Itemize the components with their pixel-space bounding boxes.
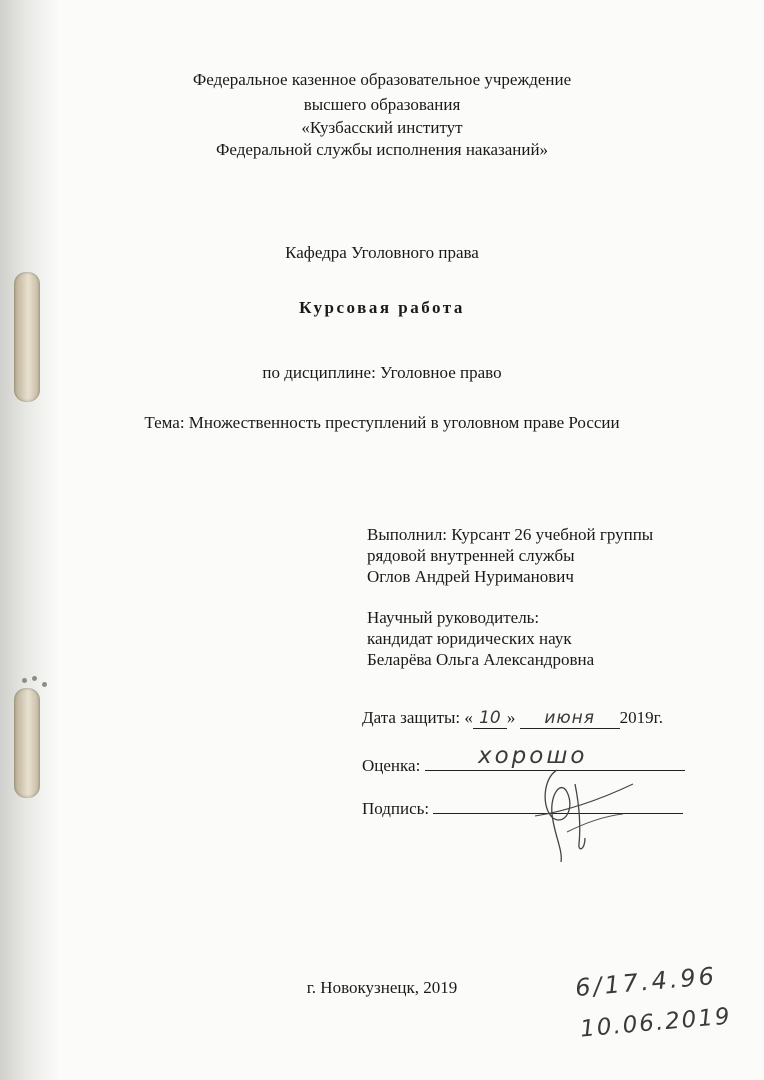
binder-dot	[42, 682, 47, 687]
discipline: по дисциплине: Уголовное право	[262, 363, 502, 382]
supervisor-label: Научный руководитель:	[367, 608, 540, 627]
binder-dot	[32, 676, 37, 681]
grade-label: Оценка:	[362, 756, 421, 775]
defense-date-label: Дата защиты: «	[362, 708, 473, 727]
punch-hole	[14, 272, 40, 402]
topic: Тема: Множественность преступлений в уголовном праве России	[144, 413, 620, 432]
institution-line-3: «Кузбасский институт	[301, 118, 463, 137]
defense-day: 10	[473, 708, 507, 729]
defense-date-quote: »	[506, 708, 516, 727]
signature-label: Подпись:	[362, 799, 430, 818]
binder-dot	[22, 678, 27, 683]
author-name: Оглов Андрей Нуриманович	[367, 567, 574, 586]
document-type: Курсовая работа	[299, 298, 465, 317]
grade-value: хорошо	[478, 743, 588, 769]
handwritten-note-line-1: 6/17.4.96	[574, 961, 718, 1003]
supervisor-name: Беларёва Ольга Александровна	[367, 650, 595, 669]
defense-year: 2019г.	[619, 708, 663, 727]
author-line-2: рядовой внутренней службы	[367, 546, 575, 565]
handwritten-note-line-2: 10.06.2019	[579, 1003, 733, 1043]
author-line-1: Выполнил: Курсант 26 учебной группы	[367, 525, 654, 544]
punch-hole	[14, 688, 40, 798]
institution-line-2: высшего образования	[303, 95, 461, 114]
institution-line-4: Федеральной службы исполнения наказаний»	[215, 140, 549, 159]
city-year: г. Новокузнецк, 2019	[306, 978, 458, 997]
supervisor-degree: кандидат юридических наук	[367, 629, 572, 648]
handwritten-signature	[505, 762, 655, 867]
defense-month: июня	[520, 708, 620, 729]
binder-edge	[0, 0, 60, 1080]
institution-line-1: Федеральное казенное образовательное учреждение	[192, 70, 572, 89]
department: Кафедра Уголовного права	[285, 243, 479, 262]
defense-date	[362, 708, 663, 729]
